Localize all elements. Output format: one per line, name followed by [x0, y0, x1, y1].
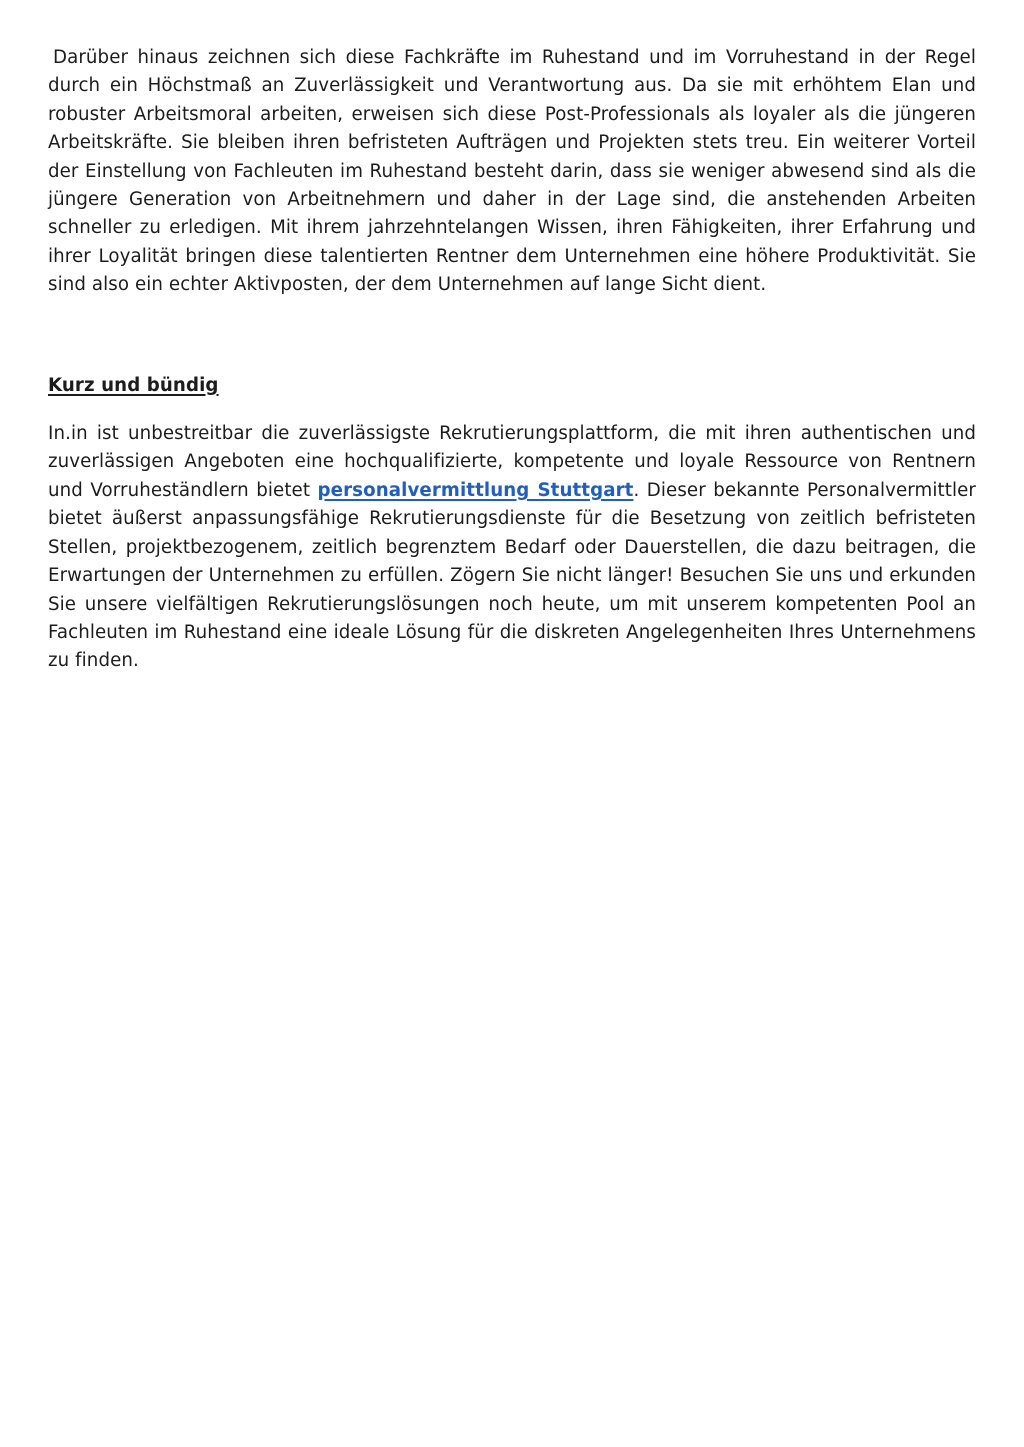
paragraph-2-text-before-link: In.in ist unbestreitbar die zuverlässigste Rekrutierungsplattform, die mit ihren authentischen und zuverlässigen Angeboten eine hochqualifizierte, kompetente und loyale Ressource von Rentnern und Vorruheständlern bietet [48, 423, 976, 501]
paragraph-2-text-after-link: . Dieser bekannte Personalvermittler bietet äußerst anpassungsfähige Rekrutierungsdienste für die Besetzung von zeitlich befristeten Stellen, projektbezogenem, zeitlich begrenztem Bedarf oder Dauerstellen, die dazu beitragen, die Erwartungen der Unternehmen zu erfüllen. Zögern Sie nicht länger! Besuchen Sie uns und erkunden Sie unsere vielfältigen Rekrutierungslösungen noch heute, um mit unserem kompetenten Pool an Fachleuten im Ruhestand eine ideale Lösung für die diskreten Angelegenheiten Ihres Unternehmens zu finden. [48, 479, 976, 672]
document-body [48, 44, 976, 676]
personalvermittlung-link[interactable]: personalvermittlung Stuttgart [317, 479, 634, 501]
body-paragraph-2 [48, 420, 976, 676]
body-paragraph-1: Darüber hinaus zeichnen sich diese Fachkräfte im Ruhestand und im Vorruhestand in der Regel durch ein Höchstmaß an Zuverlässigkeit und Verantwortung aus. Da sie mit erhöhtem Elan und robuster Arbeitsmoral arbeiten, erweisen sich diese Post-Professionals als loyaler als die jüngeren Arbeitskräfte. Sie bleiben ihren befristeten Aufträgen und Projekten stets treu. Ein weiterer Vorteil der Einstellung von Fachleuten im Ruhestand besteht darin, dass sie weniger abwesend sind als die jüngere Generation von Arbeitnehmern und daher in der Lage sind, die anstehenden Arbeiten schneller zu erledigen. Mit ihrem jahrzehntelangen Wissen, ihren Fähigkeiten, ihrer Erfahrung und ihrer Loyalität bringen diese talentierten Rentner dem Unternehmen eine höhere Produktivität. Sie sind also ein echter Aktivposten, der dem Unternehmen auf lange Sicht dient. [48, 47, 976, 296]
section-heading: Kurz und bündig [48, 374, 219, 396]
